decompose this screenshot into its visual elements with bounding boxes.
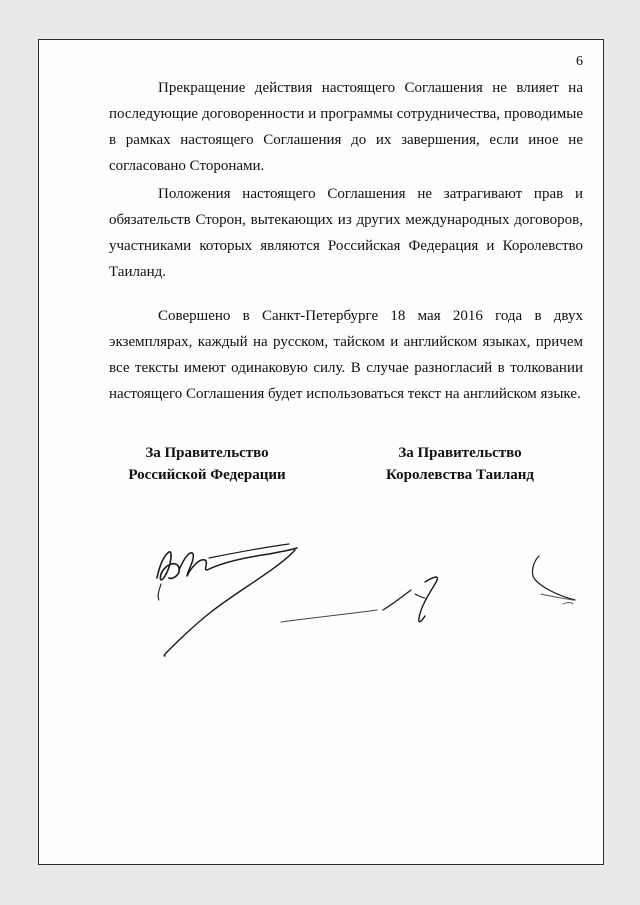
signatory-thailand-line2: Королевства Таиланд bbox=[386, 467, 534, 483]
paragraph-done-at: Совершено в Санкт-Петербурге 18 мая 2016 года в двух экземплярах, каждый на русском, тайском и английском языках, причем все тексты имеют одинаковую силу. В случае разногласий в толковании настоящего Соглашения будет использоваться текст на английском языке. bbox=[109, 308, 583, 402]
signatory-thailand-line1: За Правительство bbox=[398, 445, 522, 461]
page-number: 6 bbox=[576, 54, 583, 69]
signatory-russia-line1: За Правительство bbox=[145, 445, 269, 461]
paragraph-obligations: Положения настоящего Соглашения не затрагивают прав и обязательств Сторон, вытекающих из других международных договоров, участниками которых являются Российская Федерация и Королевство Таиланд. bbox=[109, 186, 583, 280]
signature-flourish-middle bbox=[281, 577, 437, 622]
signatory-russia-line2: Российской Федерации bbox=[128, 467, 286, 483]
signature-thailand bbox=[532, 556, 575, 604]
signature-russia bbox=[157, 544, 297, 656]
signatory-thailand bbox=[365, 442, 555, 486]
document-page bbox=[38, 39, 604, 865]
handwritten-signatures bbox=[129, 510, 579, 670]
paragraph-termination: Прекращение действия настоящего Соглашения не влияет на последующие договоренности и программы сотрудничества, проводимые в рамках настоящего Соглашения до их завершения, если иное не согласовано Сторонами. bbox=[109, 80, 583, 174]
document-body bbox=[109, 75, 583, 407]
signatory-russia bbox=[107, 442, 307, 486]
